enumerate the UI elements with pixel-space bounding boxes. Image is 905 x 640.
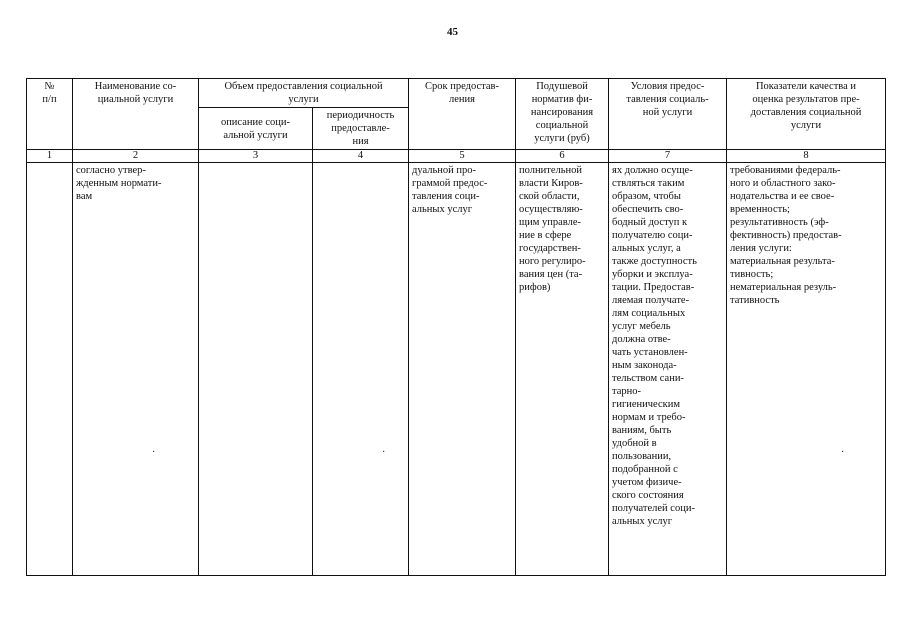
cell-conditions: ях должно осуще- ствляться таким образом, чтобы обеспечить сво- бодный доступ к получателю соци- альных услуг, а также доступность уборки и эксплуа- тации. Предостав- ляемая получате- лям социальных услуг мебель должна отве- чать установлен- ным законода- тельством сани- тарно- гигиеническим нормам и требо- ваниям, быть удобной в пользовании, подобранной с учетом физиче- ского состояния получателей соци- альных услуг	[609, 163, 727, 576]
table-row	[27, 163, 886, 576]
cell-periodicity	[313, 163, 409, 576]
column-number: 3	[199, 150, 313, 163]
column-number: 4	[313, 150, 409, 163]
header-quality-indicators: Показатели качества и оценка результатов пре- доставления социальной услуги	[727, 79, 886, 150]
cell-number	[27, 163, 73, 576]
scan-speck: ·	[152, 447, 156, 458]
scan-speck: ·	[841, 447, 845, 458]
header-description: описание соци- альной услуги	[199, 108, 313, 150]
column-number: 5	[409, 150, 516, 163]
cell-quality-indicators: требованиями федераль- ного и областного зако- нодательства и ее свое- временность; результативность (эф- фективность) предостав- ления услуги: материальная результа- тивность; нематериальная резуль- тативность	[727, 163, 886, 576]
header-volume-group: Объем предоставления социальной услуги	[199, 79, 409, 108]
cell-description	[199, 163, 313, 576]
column-number: 7	[609, 150, 727, 163]
column-numbers-row	[27, 150, 886, 163]
page-number: 45	[447, 26, 458, 38]
column-number: 2	[73, 150, 199, 163]
cell-term: дуальной про- граммой предос- тавления соци- альных услуг	[409, 163, 516, 576]
header-funding-norm: Подушевой норматив фи- нансирования социальной услуги (руб)	[516, 79, 609, 150]
column-number: 8	[727, 150, 886, 163]
header-service-name: Наименование со- циальной услуги	[73, 79, 199, 150]
header-periodicity: периодичность предоставле- ния	[313, 108, 409, 150]
scan-speck: ·	[382, 447, 386, 458]
header-conditions: Условия предос- тавления социаль- ной услуги	[609, 79, 727, 150]
column-number: 6	[516, 150, 609, 163]
header-term: Срок предостав- ления	[409, 79, 516, 150]
header-number: № п/п	[27, 79, 73, 150]
cell-funding-norm: полнительной власти Киров- ской области, осуществляю- щим управле- ние в сфере государствен- ного регулиро- вания цен (та- рифов)	[516, 163, 609, 576]
column-number: 1	[27, 150, 73, 163]
services-table	[26, 78, 886, 576]
header-row	[27, 79, 886, 108]
cell-service-name: согласно утвер- жденным нормати- вам	[73, 163, 199, 576]
